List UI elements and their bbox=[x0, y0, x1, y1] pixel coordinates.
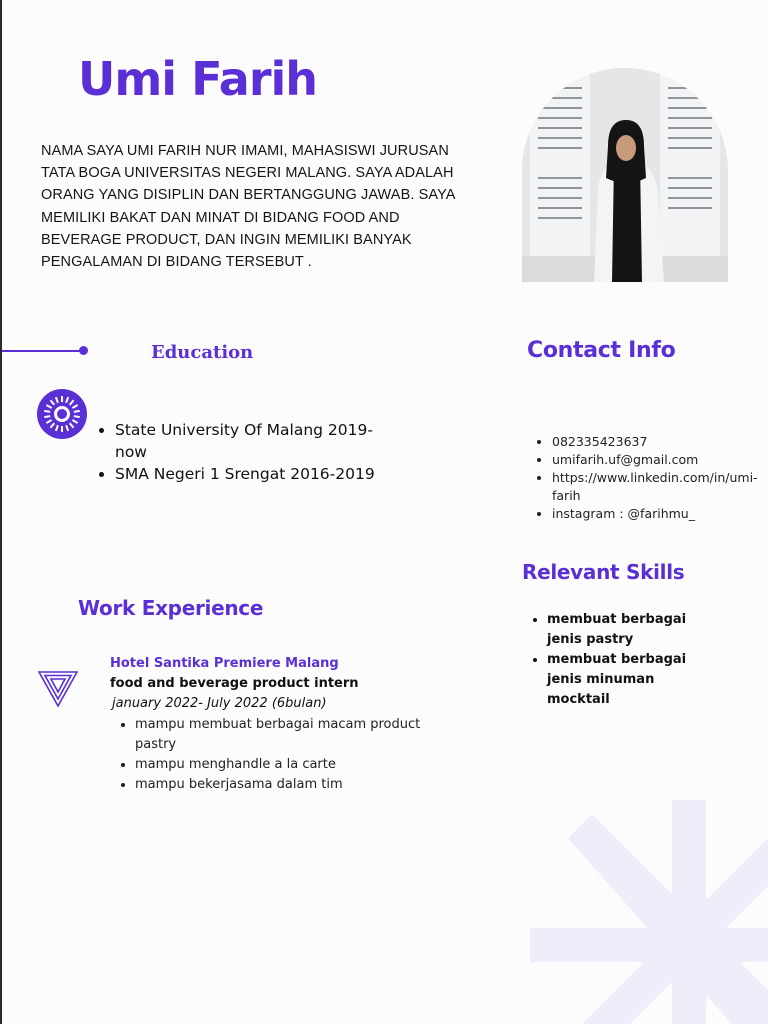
education-item: • State University Of Malang 2019-now bbox=[115, 419, 375, 463]
asterisk-decoration bbox=[530, 800, 768, 1024]
work-heading: Work Experience bbox=[78, 596, 264, 620]
work-duties-list bbox=[117, 715, 435, 795]
profile-photo-illustration bbox=[522, 68, 728, 282]
skills-list bbox=[529, 610, 717, 710]
education-item: • SMA Negeri 1 Srengat 2016-2019 bbox=[115, 463, 375, 485]
left-border-line bbox=[0, 0, 2, 1024]
education-heading: Education bbox=[151, 342, 254, 363]
duty-item: • mampu menghandle a la carte bbox=[135, 755, 435, 775]
education-list bbox=[97, 419, 375, 485]
education-divider-line bbox=[2, 350, 82, 352]
profile-photo bbox=[522, 68, 728, 282]
profile-name: Umi Farih bbox=[78, 52, 318, 106]
duty-item: • mampu membuat berbagai macam product pastry bbox=[135, 715, 435, 755]
education-divider-dot bbox=[79, 346, 88, 355]
sunburst-icon bbox=[36, 388, 88, 440]
work-period: january 2022- July 2022 (6bulan) bbox=[112, 696, 327, 711]
profile-summary: NAMA SAYA UMI FARIH NUR IMAMI, MAHASISWI JURUSAN TATA BOGA UNIVERSITAS NEGERI MALANG. SAYA ADALAH ORANG YANG DISIPLIN DAN BERTANGGUNG JAWAB. SAYA MEMILIKI BAKAT DAN MINAT DI BIDANG FOOD AND BEVERAGE PRODUCT, DAN INGIN MEMILIKI BANYAK PENGALAMAN DI BIDANG TERSEBUT . bbox=[41, 143, 455, 271]
work-company: Hotel Santika Premiere Malang bbox=[110, 656, 339, 671]
triangle-icon bbox=[38, 671, 78, 707]
skill-item: • membuat berbagai jenis minuman mocktail bbox=[547, 650, 717, 710]
skills-heading: Relevant Skills bbox=[522, 560, 685, 584]
contact-phone: • 082335423637 bbox=[552, 433, 752, 451]
contact-linkedin[interactable]: • https://www.linkedin.com/in/umi-farih bbox=[552, 469, 752, 505]
contact-list bbox=[534, 433, 758, 523]
duty-item: • mampu bekerjasama dalam tim bbox=[135, 775, 435, 795]
skill-item: • membuat berbagai jenis pastry bbox=[547, 610, 717, 650]
contact-email[interactable]: • umifarih.uf@gmail.com bbox=[552, 451, 752, 469]
contact-heading: Contact Info bbox=[527, 338, 676, 363]
work-role: food and beverage product intern bbox=[110, 676, 359, 691]
contact-instagram: • instagram : @farihmu_ bbox=[552, 505, 752, 523]
